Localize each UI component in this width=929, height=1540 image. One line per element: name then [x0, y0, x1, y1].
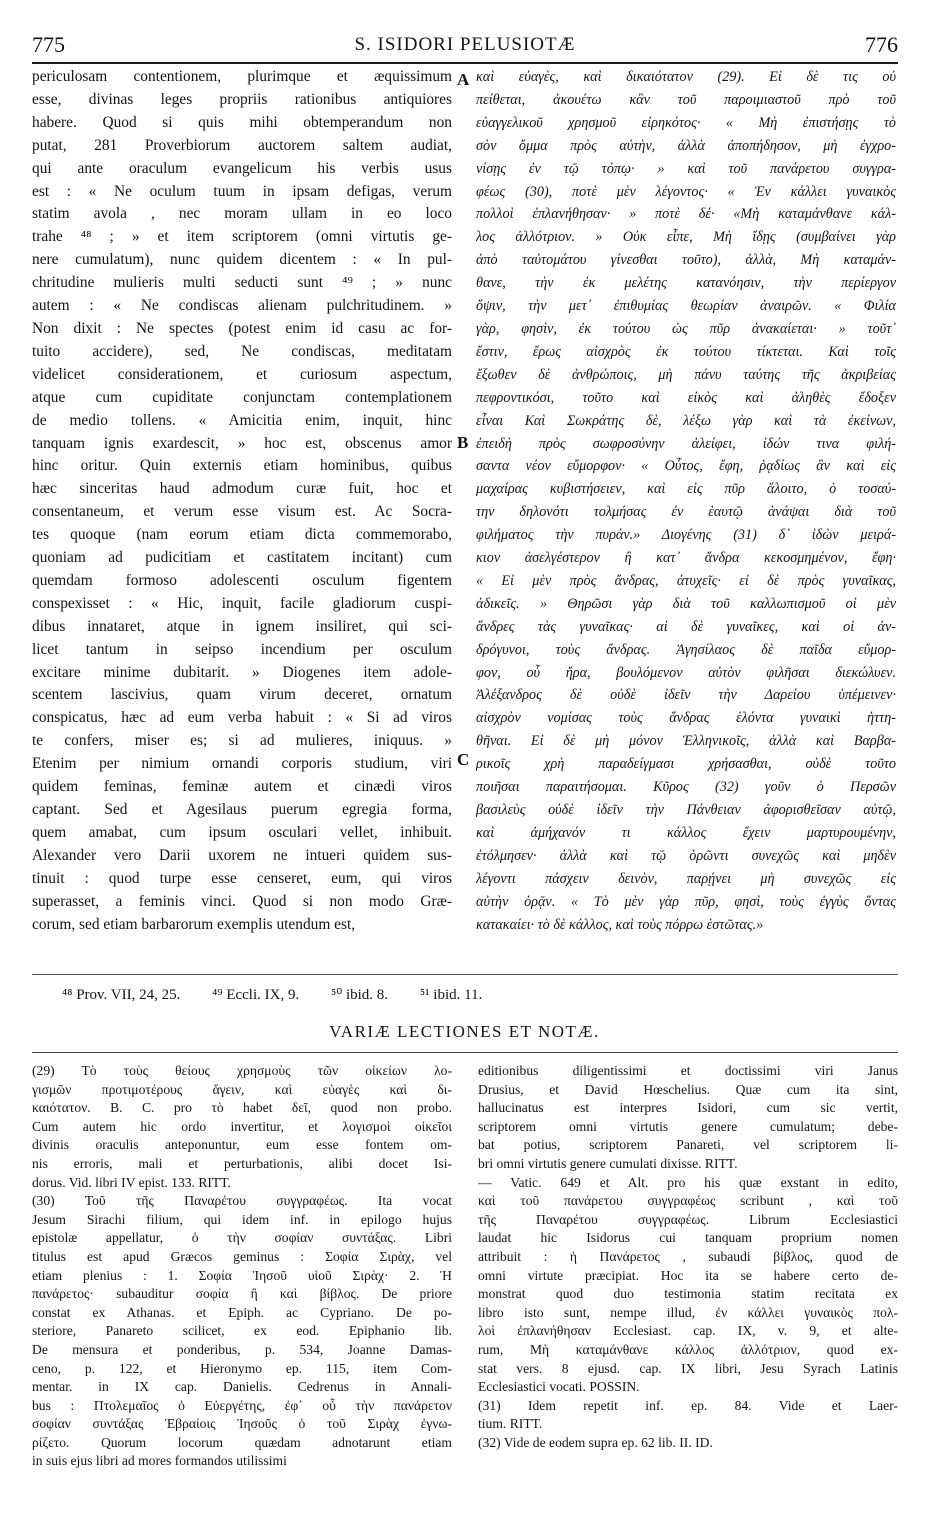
note-line: nis erroris, mali et perturbationis, alibi docet Isi- — [32, 1155, 452, 1171]
left-page-number: 775 — [32, 32, 65, 57]
note-line: divinis oraculis anteponuntur, eum esse fontem om- — [32, 1137, 452, 1153]
greek-text-line: λος ἀλλότριον. » Οὐκ εἶπε, Μὴ ἴδῃς (συμβαίνει γὰρ — [476, 229, 896, 246]
latin-text-line: autem : « Ne condiscas alienam pulchritudinem. » — [32, 297, 452, 315]
greek-text-line: φον, οὗ ἤρα, βουλόμενον αὐτὸν φιλῆσαι διεκώλυεν. — [476, 664, 896, 681]
latin-text-line: est : « Ne oculum tuum in ipsam defigas, verum — [32, 182, 452, 200]
note-line: — Vatic. 649 et Alt. pro his quæ exstant in edito, — [478, 1174, 898, 1190]
latin-text-line: corum, sed etiam barbarorum exemplis utendum est, — [32, 915, 356, 933]
footnote-divider — [32, 974, 898, 975]
greek-text-line: πείθεται, ἀκουέτω κἂν τοῦ παροιμιαστοῦ πρὸ τοῦ — [476, 91, 896, 108]
latin-text-line: tuito accidere), sed, Ne condiscas, meditatam — [32, 342, 452, 360]
note-line: mentar. in IX cap. Danielis. Cedrenus in Annali- — [32, 1379, 452, 1395]
latin-text-line: nere cumulatum), nunc quidem dicentem : « In pul- — [32, 251, 452, 269]
note-line: tium. RITT. — [478, 1416, 543, 1432]
latin-text-line: putat, 281 Proverbiorum auctorem saltem audiat, — [32, 136, 452, 154]
latin-text-line: captant. Sed et Agesilaus puerum egregia forma, — [32, 801, 452, 818]
greek-text-line: θῆναι. Εἰ δὲ μὴ μόνον Ἑλληνικοῖς, ἀλλὰ καὶ Βαρβα- — [476, 733, 896, 750]
note-line: πανάρετος· subauditur σοφία ἢ καὶ βίβλος. De priore — [32, 1286, 452, 1302]
greek-text-line: γὰρ, φησὶν, ἐκ τούτου ὡς πῦρ ἀνακαίεται· » τοῦτ᾽ — [476, 320, 896, 337]
note-line: editionibus diligentissimi et doctissimi viri Janus — [478, 1063, 898, 1078]
greek-text-line: την δηλονότι τολμήσας ἐν ἑαυτῷ ἀνάψαι διὰ τοῦ — [476, 504, 896, 521]
note-line: (30) Τοῦ τῆς Παναρέτου συγγραφέως. Ita vocat — [32, 1193, 452, 1209]
notes-divider — [32, 1052, 898, 1053]
greek-text-line: αὐτὴν ὁρᾷν. « Τὸ μὲν γὰρ πῦρ, φησὶ, τοὺς ἐγγὺς ὄντας — [476, 893, 896, 910]
greek-column — [476, 66, 896, 966]
note-line: Drusius, et David Hœschelius. Quæ cum ita sint, — [478, 1081, 898, 1097]
latin-text-line: qui ante oraculum evangelicum his verbis usus — [32, 159, 452, 177]
latin-text-line: Alexander vero Darii uxorem ne intueri quidem sus- — [32, 846, 452, 864]
greek-text-line: φέως (30), ποτὲ μὲν λέγοντος· « Ἐν κάλλει γυναικὸς — [476, 183, 896, 200]
latin-text-line: excitare minime dubitarit. » Diogenes item adole- — [32, 663, 452, 681]
latin-text-line: quem amabat, cum ipsum osculari vellet, inhibuit. — [32, 823, 452, 841]
note-line: (31) Idem repetit inf. ep. 84. Vide et Laer- — [478, 1397, 898, 1413]
latin-text-line: trahe ⁴⁸ ; » et item scriptorem (omni virtutis ge- — [32, 228, 452, 246]
latin-text-line: esse, divinas leges propriis rationibus antiquiores — [32, 90, 452, 108]
note-line: monstrat quod duo testimonia statim recitata ex — [478, 1286, 898, 1302]
note-line: σοφίαν συντάξας Ἑβραίοις Ἰησοῦς ὁ τοῦ Σιρὰχ ἐγνω- — [32, 1416, 452, 1432]
note-line: γισμῶν προτιμοτέρους ἄγειν, καὶ εὐαγὲς καὶ δι- — [32, 1081, 452, 1097]
latin-text-line: superasset, a feminis vinci. Quod si non modo Græ- — [32, 892, 452, 910]
latin-text-line: de medio tollens. « Amicitia enim, inquit, hinc — [32, 411, 452, 429]
latin-text-line: quoniam ad pudicitiam et castitatem incitant) cum — [32, 549, 452, 567]
latin-text-line: habere. Quod si quis mihi obtemperandum non — [32, 113, 452, 131]
footnote-51: ⁵¹ ibid. 11. — [419, 987, 483, 1003]
running-title: S. ISIDORI PELUSIOTÆ — [354, 34, 576, 55]
greek-text-line: ἐπειδὴ πρὸς σωφροσύνην ἀλείφει, ἰδών τινα φιλή- — [476, 435, 896, 452]
greek-text-line: μαχαίρας κυβιστήσειεν, καὶ εἰς πῦρ ἅλοιτο, ὁ τοσαύ- — [476, 481, 896, 498]
column-marker-c: C — [457, 750, 470, 769]
greek-text-line: ἔστιν, ἔρως αἰσχρὸς ἐκ τούτου τίκτεται. Καὶ τοῖς — [476, 343, 896, 360]
notes-heading: VARIÆ LECTIONES ET NOTÆ. — [329, 1022, 600, 1041]
notes-left-column — [32, 1062, 452, 1532]
greek-text-line: φιλήματος τὴν πυράν.» Διογένης (31) δ᾽ ἰδὼν μειρά- — [476, 527, 896, 544]
note-line: stat vers. 8 ejusd. cap. IX libri, Jesu Syrach Latinis — [478, 1360, 898, 1376]
note-line: scriptorem omni virtutis genere cumulatum; debe- — [478, 1118, 898, 1134]
note-line: (32) Vide de eodem supra ep. 62 lib. II. ID. — [478, 1434, 713, 1450]
greek-text-line: ὄψιν, τὴν μετ᾽ ἐπιθυμίας θεωρίαν ἀναιρῶν. « Φιλία — [476, 298, 896, 315]
greek-text-line: ἐτόλμησεν· ἀλλὰ καὶ τῷ ὁρῶντι συνεχῶς καὶ μηδὲν — [476, 847, 896, 864]
latin-text-line: Non dixit : Ne spectes (potest enim id casu ac for- — [32, 319, 452, 337]
footnote-50: ⁵⁰ ibid. 8. — [330, 987, 389, 1003]
footnote-49: ⁴⁹ Eccli. IX, 9. — [212, 987, 300, 1003]
note-line: (29) Τὸ τοὺς θείους χρησμοὺς τῶν οἰκείων λο- — [32, 1063, 452, 1078]
greek-text-line: ποιῆσαι παραιτήσομαι. Κῦρος (32) γοῦν ὁ Περσῶν — [476, 779, 896, 796]
greek-text-line: καὶ ἀμήχανόν τι κάλλος ἔχειν μαρτυρουμένην, — [476, 824, 896, 841]
note-line: Jesum Sirachi filium, qui idem inf. in epilogo hujus — [32, 1211, 452, 1227]
note-line: Cum autem hic ordo invertitur, et λογισμοὶ οἰκεῖοι — [32, 1118, 452, 1134]
footnotes — [62, 985, 882, 1004]
note-line: καιότατον. B. C. pro τὸ habet δεῖ, quod non probo. — [32, 1100, 452, 1116]
right-page-number: 776 — [865, 32, 898, 57]
note-line: attribuit : ἡ Πανάρετος , subaudi βίβλος, quod de — [478, 1248, 898, 1264]
greek-text-line: Ἀλέξανδρος δὲ οὐδὲ ἰδεῖν τὴν Δαρείου ὑπέμεινεν· — [476, 687, 896, 704]
note-line: λοὶ ἐπλανήθησαν Ecclesiast. cap. IX, v. 9, et alte- — [478, 1323, 898, 1339]
greek-text-line: ἔξωθεν δὲ ἀνθρώποις, μὴ πάνυ ταύτης τῆς ἀκριβείας — [476, 366, 896, 383]
latin-text-line: conspicatus, hæc ad eum verba habuit : « Si ad viros — [32, 709, 452, 727]
greek-text-line: πεφροντικόσι, τοῦτο καὶ εἰκὸς καὶ ἀληθὲς ἔδοξεν — [476, 389, 896, 406]
latin-text-line: quidem feminas, feminæ autem et cinædi viros — [32, 778, 452, 796]
notes-right-column — [478, 1062, 898, 1532]
latin-text-line: Etenim per nimium ornandi corporis studium, viri — [32, 755, 452, 773]
note-line: καὶ τοῦ πανάρετου συγγραφέως scribunt , καὶ τοῦ — [478, 1193, 898, 1209]
latin-column — [32, 66, 452, 966]
note-line: bri omni virtutis genere cumulati dixisse. RITT. — [478, 1155, 738, 1171]
greek-text-line: « Εἰ μὲν πρὸς ἄνδρας, ἀτυχεῖς· εἰ δὲ πρὸς γυναῖκας, — [476, 572, 896, 589]
note-line: omni virtute præcipiat. Hoc ita se habere certo de- — [478, 1267, 898, 1283]
greek-text-line: πολλοὶ ἐπλανήθησαν· » ποτὲ δέ· «Μὴ καταμάνθανε κάλ- — [476, 206, 896, 223]
latin-text-line: videlicet considerationem, et curiosum aspectum, — [32, 365, 452, 383]
greek-text-line: λέγοντι πάσχειν δεινὸν, παρῄνει μὴ συνεχῶς εἰς — [476, 870, 896, 887]
greek-text-line: εἶναι Καὶ Σωκράτης δὲ, λέξω γὰρ καὶ τὰ ἐκείνων, — [476, 412, 896, 429]
note-line: constat ex Athanas. et Epiph. ac Cypriano. De po- — [32, 1304, 452, 1320]
greek-text-line: ρικοῖς χρὴ παραδείγμασι χρήσασθαι, οὐδὲ τοῦτο — [476, 756, 896, 773]
note-line: rum, Μὴ καταμάνθανε κάλλος ἀλλότριον, quod ex- — [478, 1341, 898, 1357]
greek-text-line: ἄνδρες τὰς γυναῖκας· αἱ δὲ γυναῖκες, καὶ οἱ ἀν- — [476, 618, 896, 635]
latin-text-line: consentaneum, et verum esse visum est. Ac Socra- — [32, 503, 452, 521]
greek-text-line: εὐαγγελικοῦ χρησμοῦ εἰρηκότος· « Μὴ ἐπιστήσῃς τὸ — [476, 114, 896, 131]
greek-text-line: νίσῃς ἐν τῷ τόπῳ· » καὶ τοῦ πανάρετου συγγρα- — [476, 160, 896, 177]
greek-text-line: αἰσχρὸν νομίσας τοὺς ἄνδρας ἑλόντα γυναικὶ ἡττη- — [476, 710, 896, 727]
note-line: De mensura et ponderibus, p. 534, Joanne Damas- — [32, 1341, 452, 1357]
note-line: Ecclesiastici vocati. POSSIN. — [478, 1379, 640, 1395]
note-line: ceno, p. 122, et Hieronymo ep. 115, item Com- — [32, 1360, 452, 1376]
greek-text-line: ἀπὸ ταὐτομάτου γίνεσθαι τοῦτο), ἀλλὰ, Μὴ καταμάν- — [476, 252, 896, 269]
latin-text-line: atque cum cupiditate conjunctam contemplationem — [32, 388, 452, 406]
latin-text-line: chritudine mulieris multi seducti sunt ⁴⁹ ; » nunc — [32, 274, 452, 292]
column-marker-a: A — [457, 70, 470, 89]
greek-text-line: κατακαίει· τὸ δὲ κάλλος, καὶ τοὺς πόρρω ἑστῶτας.» — [476, 916, 764, 933]
greek-text-line: ἀδικεῖς. » Θηρῶσι γὰρ διὰ τοῦ καλλωπισμοῦ οἱ μὲν — [476, 595, 896, 612]
greek-text-line: βασιλεὺς οὐδὲ ἰδεῖν τὴν Πάνθειαν ἀφορισθεῖσαν αὐτῷ, — [476, 802, 896, 818]
latin-text-line: scentem lascivius, quam virum deceret, ornatum — [32, 686, 452, 704]
note-line: laudat hic Isidorus cui tanquam proprium nomen — [478, 1230, 898, 1246]
latin-text-line: tanquam ignis exardescit, » hoc est, obscenus amor — [32, 434, 452, 452]
latin-text-line: periculosam contentionem, plurimque et æquissimum — [32, 68, 452, 85]
note-line: hallucinatus est interpres Isidori, cum sic vertit, — [478, 1100, 898, 1116]
note-line: in suis ejus libri ad mores formandos utilissimi — [32, 1453, 287, 1469]
greek-text-line: καὶ εὐαγὲς, καὶ δικαιότατον (29). Εἰ δὲ τις οὐ — [476, 69, 896, 85]
latin-text-line: hæc sinceritas haud admodum curæ fuit, hoc et — [32, 480, 452, 498]
greek-text-line: θανε, τὴν ἐκ μελέτης κατανόησιν, τὴν περίεργον — [476, 275, 896, 292]
footnote-48: ⁴⁸ Prov. VII, 24, 25. — [62, 987, 181, 1003]
latin-text-line: quemdam formoso adolescenti osculum figentem — [32, 571, 452, 589]
greek-text-line: σαντα νέον εὔμορφον· « Οὗτος, ἔφη, ῥᾳδίως ἂν καὶ εἰς — [476, 458, 896, 475]
latin-text-line: tinuit : quod turpe esse censeret, eum, qui viros — [32, 869, 452, 887]
latin-text-line: statim avola , nec moram ullam in eo loco — [32, 205, 452, 223]
page-header — [32, 28, 898, 64]
note-line: steriore, Panareto scilicet, ex eod. Epiphanio lib. — [32, 1323, 452, 1339]
note-line: libro isto sunt, nempe illud, ἐν κάλλει γυναικὸς πολ- — [478, 1304, 898, 1320]
latin-text-line: te confers, miser es; si ad mulieres, iniquus. » — [32, 732, 452, 750]
latin-text-line: licet tantum in seipso incendium per osculum — [32, 640, 452, 658]
note-line: τῆς Παναρέτου συγγραφέως. Librum Ecclesiastici — [478, 1211, 898, 1227]
note-line: bat potius, scriptorem Panareti, vel scriptorem li- — [478, 1137, 898, 1153]
note-line: etiam plenius : 1. Σοφία Ἰησοῦ υἱοῦ Σιρὰχ· 2. Ἡ — [32, 1267, 452, 1283]
greek-text-line: δρόγυνοι, τοὺς ἄνδρας. Ἀγησίλαος δὲ παῖδα εὔμορ- — [476, 641, 896, 658]
note-line: titulus est apud Græcos geminus : Σοφία Σιρὰχ, vel — [32, 1248, 452, 1264]
latin-text-line: tes quoque (nam eorum etiam dicta commemorabo, — [32, 526, 452, 544]
note-line: ρίζετο. Quorum locorum quædam adnotarunt etiam — [32, 1434, 452, 1450]
latin-text-line: dibus innataret, atque in ignem insiliret, qui sci- — [32, 617, 452, 635]
note-line: dorus. Vid. libri IV epist. 133. RITT. — [32, 1174, 231, 1190]
note-line: epistolæ appellatur, ὁ τὴν σοφίαν συντάξας. Libri — [32, 1230, 452, 1246]
greek-text-line: κιον ἀσελγέστερον ἢ κατ᾽ ἄνδρα κεκοσμημένον, ἔφη· — [476, 550, 896, 567]
column-marker-b: B — [457, 433, 469, 452]
latin-text-line: conspexisset : « Hic, inquit, facile gladiorum cuspi- — [32, 594, 452, 612]
latin-text-line: hinc oritur. Quin externis etiam hominibus, quibus — [32, 457, 452, 475]
note-line: bus : Πτολεμαῖος ὁ Εὐεργέτης, ἐφ᾽ οὗ τὴν πανάρετον — [32, 1397, 452, 1413]
greek-text-line: σὸν ὄμμα πρὸς αὐτὴν, ἀλλὰ ἀποπήδησον, μὴ ἐγχρο- — [476, 137, 896, 154]
